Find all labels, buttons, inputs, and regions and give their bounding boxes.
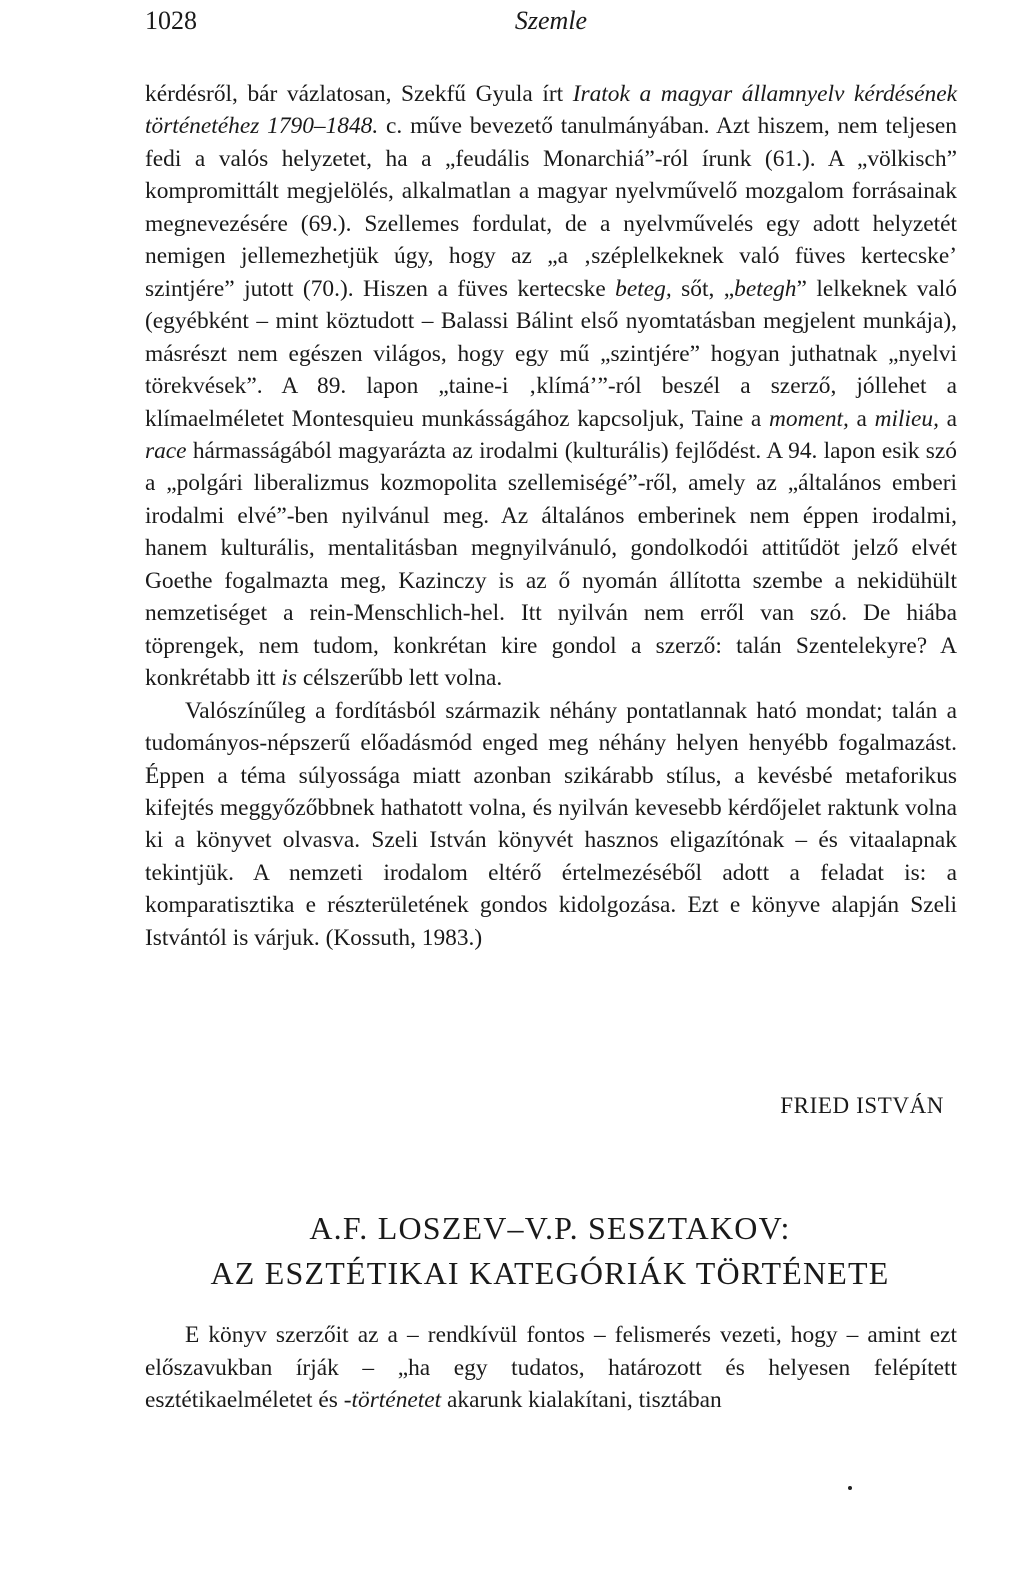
page-header [145, 6, 957, 46]
italic-word: beteg, [615, 275, 672, 302]
text-run: c. műve bevezető tanulmányában. Azt hiszem, nem teljesen fedi a valós helyzetet, ha a „feudális Monarchiá”-ról írunk (61.). A „völkisch” kompromittált megjelölés, alkalmatlan a magyar nyelvművelő mozgalom forrásainak megnevezésére (69.). Szellemes fordulat, de a nyelvművelés egy adott helyzetét nemigen jellemezhetjük úgy, hogy az „a ‚széplelkeknek való füves kertecske’ szintjére” jutott (70.). Hiszen a füves kertecske [145, 113, 957, 302]
text-run: a [848, 405, 875, 432]
italic-word: race [145, 437, 187, 464]
paragraph-1 [145, 78, 957, 695]
text-run: hármasságából magyarázta az irodalmi (kulturális) fejlődést. A 94. lapon esik szó a „polgári liberalizmus kozmopolita szellemiségé”-ről, amely az „általános emberi irodalmi elvé”-ben nyilvánul meg. Az általános emberinek nem éppen irodalmi, hanem kulturális, mentalitásban megnyilvánuló, gondolkodói attitűdöt jelző elvét Goethe fogalmazta meg, Kazinczy is az ő nyomán állította szembe a nekidühült nemzetiséget a rein-Menschlich-hel. Itt nyilván nem erről van szó. De hiába töprengek, nem tudom, konkrétan kire gondol a szerző: talán Szentelekyre? A konkrétabb itt [145, 437, 957, 692]
text-run: kérdésről, bár vázlatosan, Szekfű Gyula írt [145, 81, 573, 107]
author-signature: FRIED ISTVÁN [780, 1093, 944, 1118]
title-line-2: AZ ESZTÉTIKAI KATEGÓRIÁK TÖRTÉNETE [210, 1255, 890, 1291]
page-number: 1028 [145, 6, 197, 35]
title-line-1: A.F. LOSZEV–V.P. SESZTAKOV: [309, 1210, 791, 1246]
running-title: Szemle [514, 6, 588, 35]
text-run: ” lelkeknek való (egyébként – mint köztudott – Balassi Bálint első nyomtatásban megjelent munkája), másrészt nem egészen világos, hogy egy mű „szintjére” hogyan juthatnak „nyelvi törekvések”. A 89. lapon „taine-i ‚klímá’”-ról beszél a szerző, jóllehet a klímaelméletet Montesquieu munkásságához kapcsoljuk, Taine a [145, 275, 957, 432]
text-run: akarunk kialakítani, tisztában [441, 1387, 722, 1413]
text-run: célszerűbb lett volna. [297, 665, 503, 692]
italic-word: milieu, [874, 405, 939, 432]
italic-word: betegh [734, 275, 797, 302]
text-run: a [938, 405, 957, 432]
italic-word: történetet [351, 1387, 442, 1413]
italic-word: is [281, 665, 298, 692]
paragraph-2: Valószínűleg a fordításból származik néhány pontatlannak ható mondat; talán a tudományos-népszerű előadásmód enged meg néhány helyen henyébb fogalmazást. Éppen a téma súlyossága miatt azonban szikárabb stílus, a kevésbé metaforikus kifejtés meggyőzőbbnek hathatott volna, és nyilván kevesebb kérdőjelet raktunk volna ki a könyvet olvasva. Szeli István könyvét hasznos eligazítónak – és vitaalapnak tekintjük. A nemzeti irodalom eltérő értelmezéséből adott a feladat is: a komparatisztika e részterületének gondos kidolgozása. Ezt e könyve alapján Szeli Istvántól is várjuk. (Kossuth, 1983.) [145, 697, 957, 951]
text-run: E könyv szerzőit az a – rendkívül fontos – felismerés vezeti, hogy – amint ezt előszavukban írják – „ha egy tudatos, határozott és helyesen felépített esztétikaelméletet és - [145, 1322, 957, 1413]
book-title-italic: Iratok a magyar államnyelv kérdésének történetéhez 1790–1848. [145, 81, 957, 140]
text-run: sőt, „ [671, 275, 735, 302]
print-speck [848, 1486, 852, 1490]
review-body [145, 78, 957, 954]
next-review-body [145, 1319, 957, 1417]
italic-word: moment, [768, 405, 849, 432]
next-review-title [120, 1206, 980, 1296]
next-paragraph-1 [145, 1319, 957, 1417]
